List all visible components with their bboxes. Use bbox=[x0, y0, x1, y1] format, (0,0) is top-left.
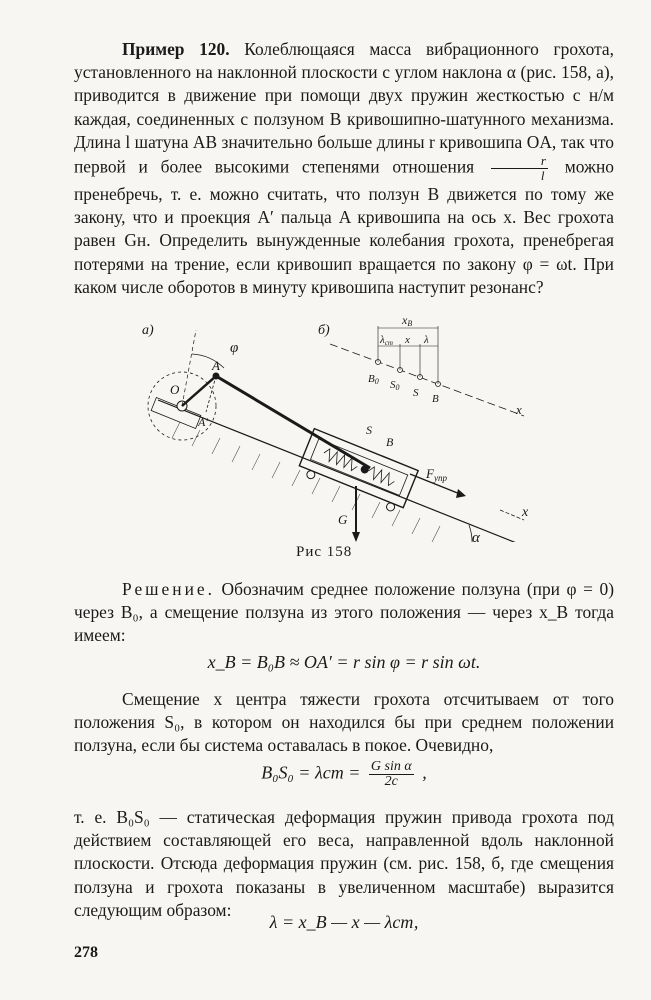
points-b bbox=[376, 360, 441, 387]
x-axis-a bbox=[500, 510, 524, 520]
ground-hatching bbox=[172, 422, 440, 542]
A-label: A bbox=[212, 358, 220, 373]
xB-dim-label: xB bbox=[402, 313, 413, 328]
x-dim-label: x bbox=[405, 334, 410, 346]
solution-paragraph-3: т. е. B₀S₀ — статическая деформация пружин привода грохота под действием составляющей его веса, направленной вдоль наклонной плоскости. Отсюда деформация пружин (см. рис. 158, б, где смещения ползуна и грохота показаны в увеличенном масштабе) выразится следующим образом: bbox=[74, 807, 614, 920]
screen-box bbox=[296, 429, 418, 515]
formula-2-tail: , bbox=[422, 762, 427, 783]
F-label: $F_{упр}$ bbox=[426, 466, 447, 483]
solution-heading: Решение. bbox=[122, 579, 215, 599]
S-label-b: S bbox=[413, 387, 419, 399]
phi-label: φ bbox=[230, 340, 239, 356]
formula-1: x_B = B₀B ≈ OA′ = r sin φ = r sin ωt. bbox=[207, 652, 481, 672]
solution-p1: Обозначим среднее положение ползуна (при φ = 0) через B₀, а смещение ползуна из этого положения — через x_B тогда имеем: bbox=[74, 579, 614, 646]
B0-label: B0 bbox=[368, 373, 379, 386]
formula-3: λ = x_B — x — λст, bbox=[269, 912, 419, 932]
crank-base bbox=[151, 398, 201, 429]
G-label: G bbox=[338, 512, 348, 527]
S-label: S bbox=[366, 423, 372, 437]
ratio-fraction bbox=[491, 154, 548, 183]
example-title: Пример 120. bbox=[122, 39, 230, 59]
ratio-num: r bbox=[491, 154, 548, 169]
alpha-label: α bbox=[472, 530, 480, 542]
ratio-den: l bbox=[540, 168, 545, 184]
page-number: 278 bbox=[74, 944, 98, 961]
S0-label: S0 bbox=[390, 379, 400, 392]
formula-2-fraction bbox=[369, 760, 414, 789]
formula-2-left: B₀S₀ = λст = bbox=[261, 762, 361, 783]
x-axis-label-b: x bbox=[516, 402, 522, 417]
fig-label-b: б) bbox=[318, 323, 330, 338]
B-label-b: B bbox=[432, 393, 439, 405]
lam-st-label: λст bbox=[380, 334, 393, 347]
solution-paragraph-2: Смещение x центра тяжести грохота отсчитываем от того положения S₀, в котором он находился бы при среднем положении ползуна, если бы система оставалась в покое. Очевидно, bbox=[74, 689, 614, 756]
x-axis-label-a: x bbox=[522, 505, 529, 520]
lam-dim-label: λ bbox=[424, 334, 429, 346]
example-text: Колеблющаяся масса вибрационного грохота, установленного на наклонной плоскости с углом наклона α (рис. 158, а), приводится в движение при помощи двух пружин жесткостью c н/м каждая, соединенных с ползуном B кривошипно-шатунного механизма. Длина l шатуна AB значительно больше длины r кривошипа OA, так что первой и более высокими степенями отношения bbox=[74, 39, 614, 177]
B-label: B bbox=[386, 435, 394, 449]
formula-2-den: 2c bbox=[384, 774, 398, 789]
fig-label-a: а) bbox=[142, 323, 154, 338]
formula-2-num: G sin α bbox=[370, 759, 412, 774]
solution-paragraph-1 bbox=[74, 578, 614, 648]
crank-OA bbox=[182, 376, 216, 406]
formula-2 bbox=[74, 760, 614, 789]
figure-158 bbox=[120, 310, 540, 542]
figure-caption: Рис 158 bbox=[296, 544, 353, 560]
O-label: O bbox=[170, 382, 180, 397]
axis-b bbox=[330, 344, 524, 416]
example-text-2: можно пренебречь, т. е. можно считать, что ползун B движется по тому же закону, что и проекция A′ пальца A кривошипа на ось x. Вес грохота равен Gн. Определить вынужденные колебания грохота, пренебрегая потерями на трение, если кривошип вращается по закону φ = ωt. При каком числе оборотов в минуту кривошипа наступит резонанс? bbox=[74, 156, 614, 297]
A-prime-label: A′ bbox=[198, 415, 208, 429]
example-paragraph bbox=[74, 38, 614, 299]
